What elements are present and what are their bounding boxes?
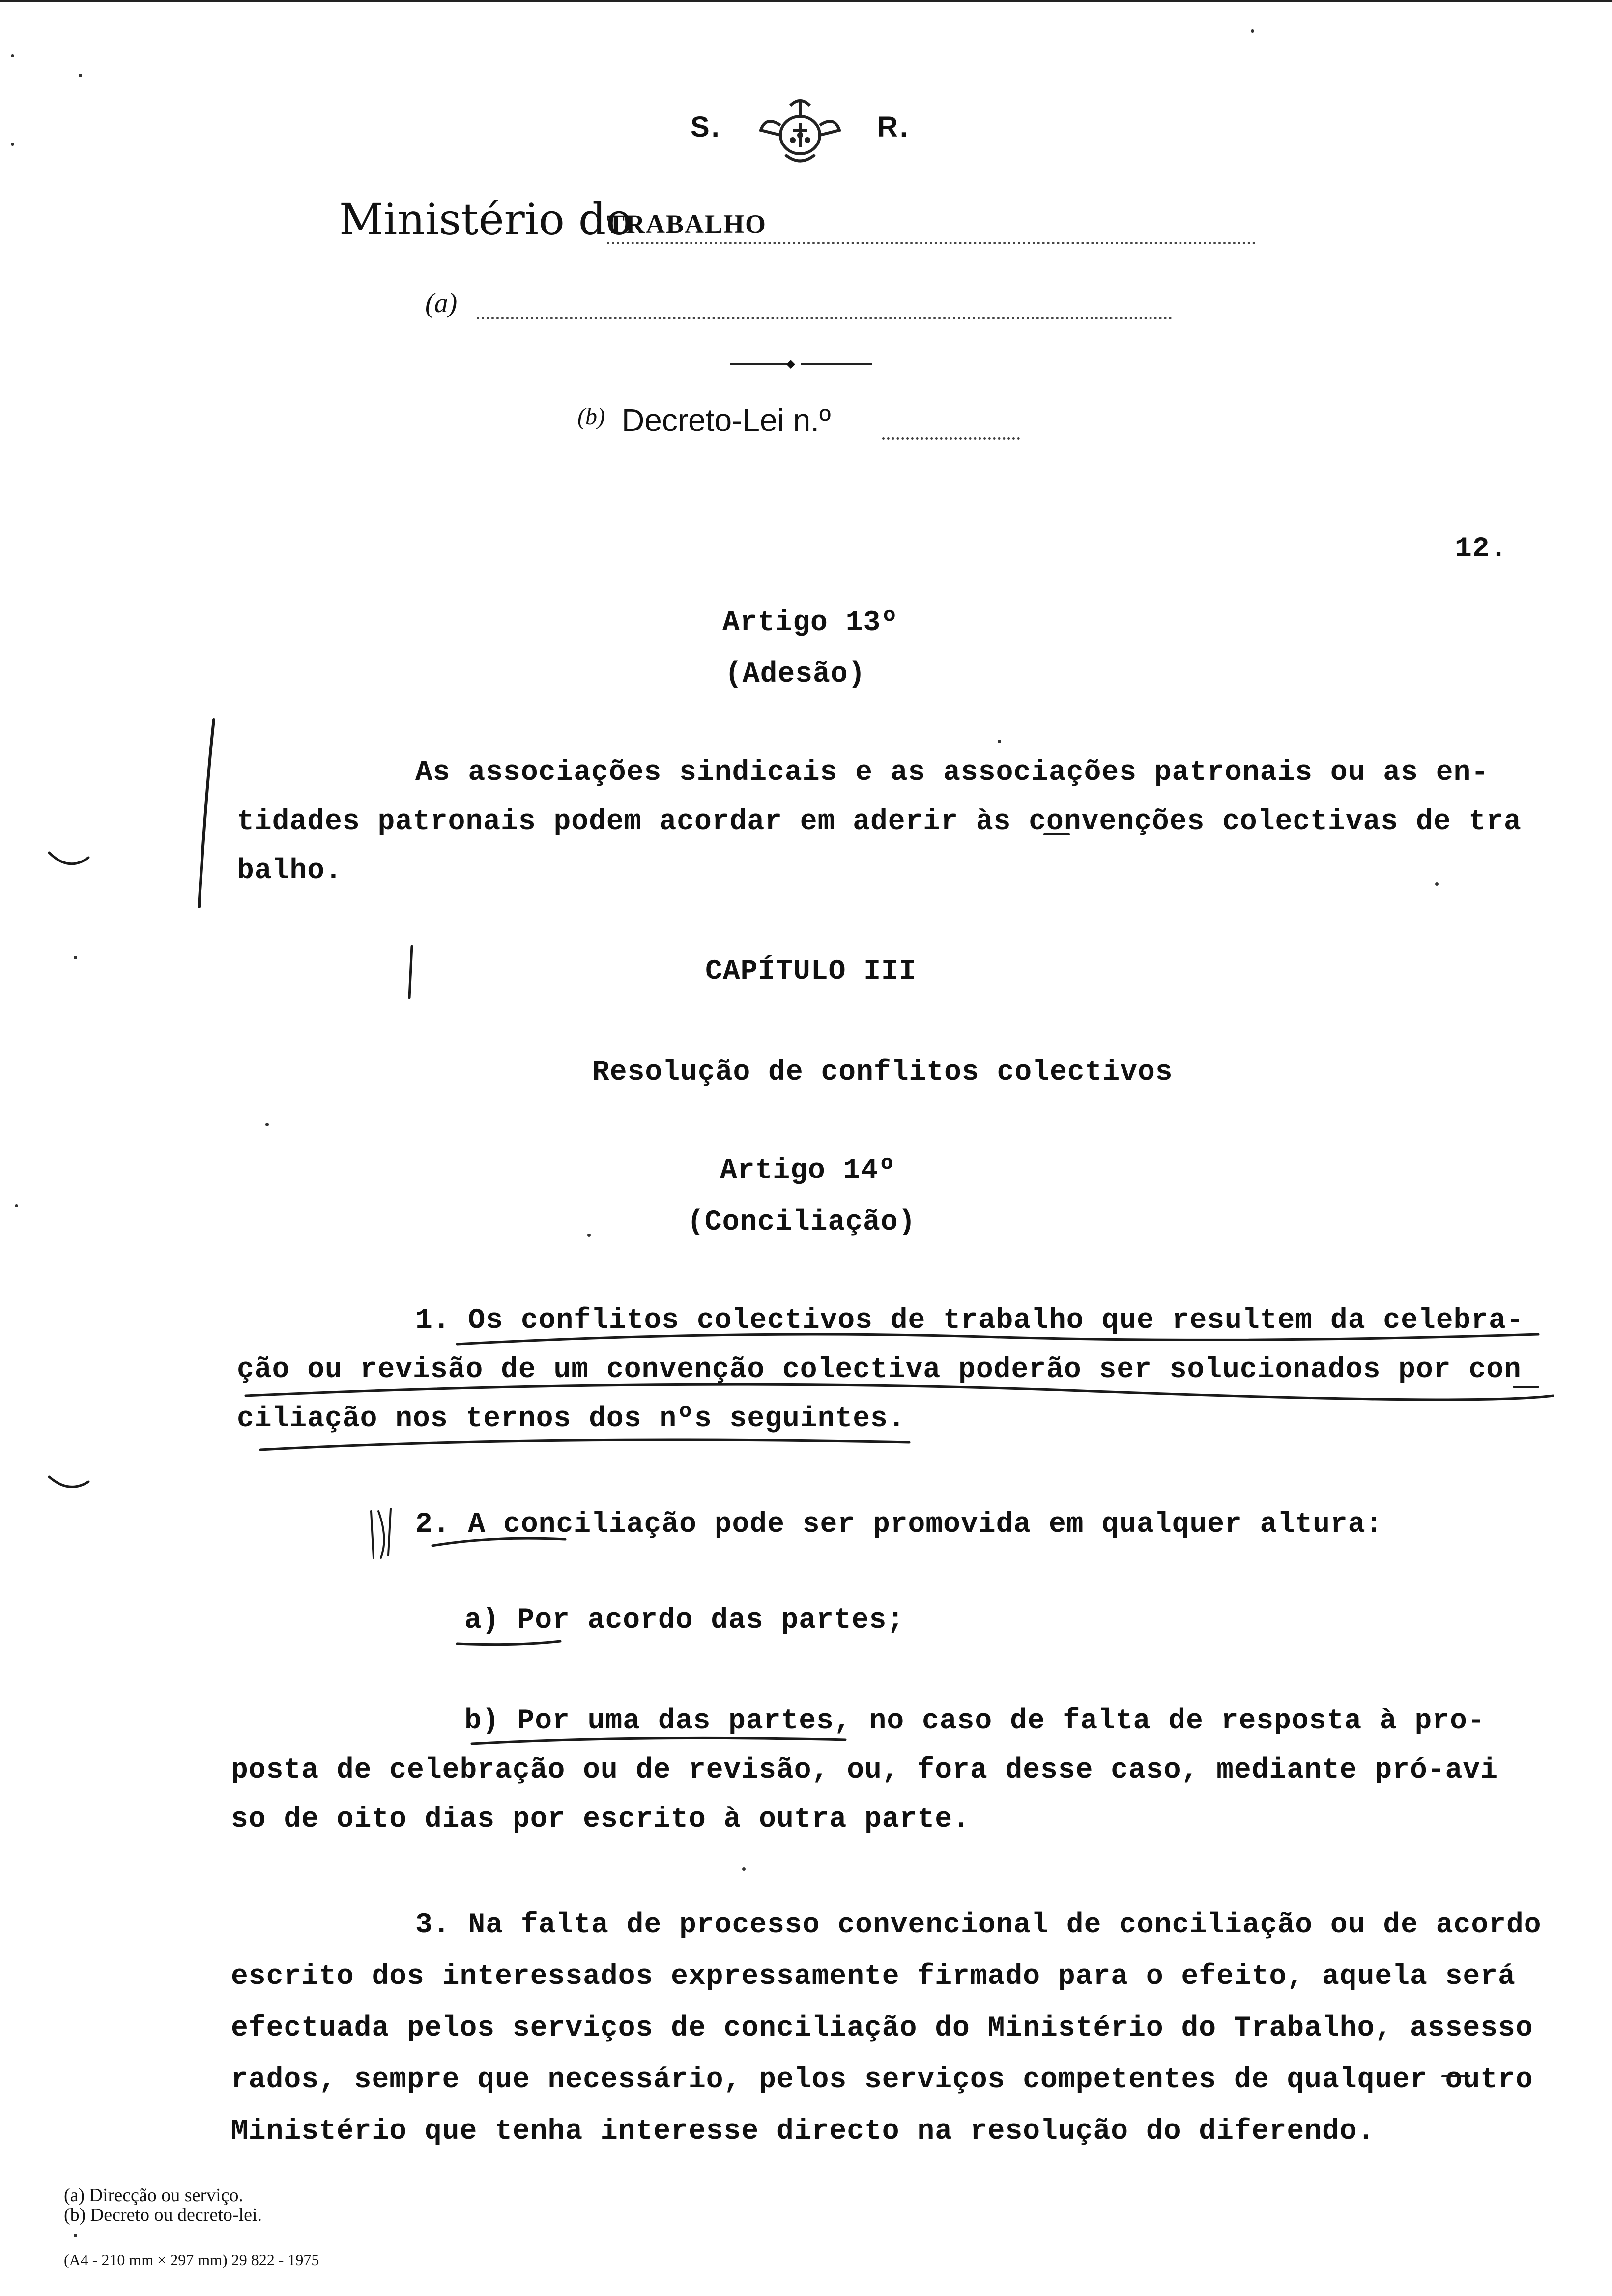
scan-speck	[79, 74, 82, 77]
article14-item-a: a) Por acordo das partes;	[464, 1605, 905, 1636]
article14-p3-line-3: efectuada pelos serviços de conciliação do Ministério do Trabalho, assesso	[231, 2012, 1533, 2044]
article14-item-b-line-1: b) Por uma das partes, no caso de falta de resposta à pro-	[464, 1705, 1485, 1737]
scan-speck	[742, 1867, 746, 1871]
article14-item-b-line-3: so de oito dias por escrito à outra parte.	[231, 1804, 970, 1836]
scan-speck	[11, 143, 14, 146]
article14-p3-line-2: escrito dos interessados expressamente firmado para o efeito, aquela será	[231, 1961, 1516, 1993]
article14-item-b-line-2: posta de celebração ou de revisão, ou, fora desse caso, mediante pró-avi	[231, 1754, 1498, 1786]
chapter-title: CAPÍTULO III	[705, 956, 917, 988]
article14-p3-line-1: 3. Na falta de processo convencional de conciliação ou de acordo	[415, 1909, 1542, 1941]
article14-p1-line-2: ção ou revisão de um convenção colectiva poderão ser solucionados por con	[237, 1354, 1522, 1386]
diamond-ornament-icon: ◆	[786, 356, 796, 373]
footnote-a: (a) Direcção ou serviço.	[64, 2185, 244, 2206]
r-letter: R.	[877, 111, 910, 143]
scan-speck	[587, 1234, 591, 1237]
article14-p3-line-5: Ministério que tenha interesse directo na resolução do diferendo.	[231, 2116, 1375, 2148]
s-letter: S.	[691, 111, 721, 143]
article13-subtitle: (Adesão)	[725, 659, 866, 690]
article14-title: Artigo 14º	[720, 1155, 896, 1187]
scan-speck	[265, 1123, 269, 1126]
article14-p2: 2. A conciliação pode ser promovida em qualquer altura:	[415, 1509, 1383, 1541]
decreto-label: Decreto-Lei n.º	[622, 402, 831, 438]
page-number: 12.	[1455, 533, 1508, 565]
a-label: (a)	[425, 288, 458, 318]
footnote-b: (b) Decreto ou decreto-lei.	[64, 2205, 262, 2225]
form-code: (A4 - 210 mm × 297 mm) 29 822 - 1975	[64, 2251, 319, 2268]
scan-speck	[11, 54, 14, 57]
scan-speck	[74, 2234, 77, 2237]
article14-p1-line-1: 1. Os conflitos colectivos de trabalho que resultem da celebra-	[415, 1305, 1524, 1337]
article14-subtitle: (Conciliação)	[687, 1206, 916, 1238]
b-label: (b)	[577, 403, 605, 430]
article14-p1-line-3: ciliação nos ternos dos nºs seguintes.	[237, 1403, 906, 1435]
scan-speck	[1251, 29, 1254, 33]
scan-speck	[15, 1204, 18, 1207]
article13-line-3: balho.	[237, 855, 343, 887]
article13-line-2: tidades patronais podem acordar em aderir às convenções colectivas de tra	[237, 806, 1522, 838]
article13-line-1: As associações sindicais e as associações patronais ou as en-	[415, 757, 1489, 789]
scan-speck	[74, 956, 77, 959]
article13-title: Artigo 13º	[722, 607, 899, 639]
scan-speck	[998, 740, 1001, 743]
chapter-subtitle: Resolução de conflitos colectivos	[592, 1057, 1173, 1089]
ministerio-value: TRABALHO	[607, 209, 767, 239]
scan-speck	[1435, 882, 1439, 886]
article14-p3-line-4: rados, sempre que necessário, pelos serviços competentes de qualquer outro	[231, 2064, 1533, 2096]
ministerio-label: Ministério do	[339, 194, 633, 245]
